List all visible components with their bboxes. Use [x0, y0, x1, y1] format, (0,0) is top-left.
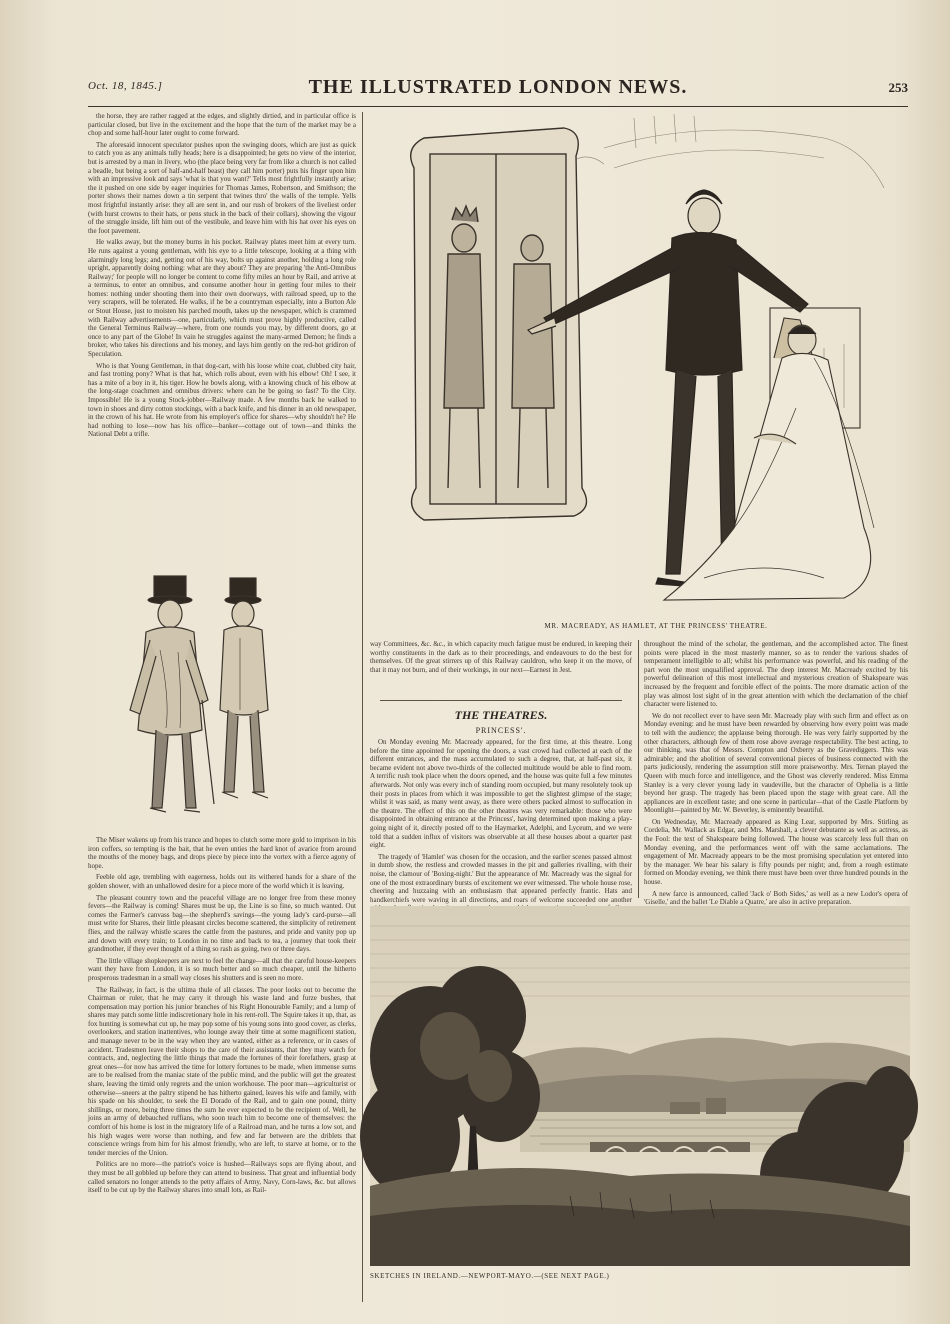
article-paragraph: The aforesaid innocent speculator pushes upon the swinging doors, which are just as quick to catch you as any animals tully heads; here is a disappointed; he gets no view of the interior, but is arrested by a man in livery, who (the place being very far from like a church is not called a beadle, but being a sort of half-and-half beast) they call him porter) puts his finger upon him with an impressive look and says 'what is that you want?' Tells most frightfully instantly arise; the it pushed on one side by eager inquiries for Thomas James, Robertson, and Smithson; the porter shows their names down a tin serpent that twines thro' the walls of the temple. Yells most frightful instantly arise: they all are sent in, and our rush of brokers of the liveliest order (with hurst crowns to their hats, or pens stuck in the back of their collars), showing the vigour of the struggle inside, lift him out of the vestibule, and leave him with his hat over his eyes on the foot pavement. [88, 140, 356, 235]
article-paragraph: A new farce is announced, called 'Jack o' Both Sides,' as well as a new Lodor's opera of 'Giselle,' and the ballet 'Le Diable a Quatre,' are also in active preparation. [644, 889, 908, 907]
hamlet-illustration [404, 108, 908, 616]
article-paragraph: The little village shopkeepers are next to feel the change—all that the careful house-keepers want they have from London, it is so much better and so much cheaper, until the hitherto prosperous tradesman in a small way closes his shutters and is seen no more. [88, 956, 356, 982]
theatres-right-column [644, 640, 908, 907]
masthead-title: THE ILLUSTRATED LONDON NEWS. [308, 76, 688, 98]
article-paragraph: way Committees, &c. &c., in which capacity much fatigue must be endured, in keeping their worthy constituents in the dark as to their proceedings, and endeavours to do the best for themselves. Of the great stirrers up of this Railway cauldron, who keep it on the move, of that it may not burn, and of their workings, in our next—Earnest in Jest. [370, 640, 632, 674]
railway-article-tail [370, 640, 632, 696]
issue-date: Oct. 18, 1845.] [88, 80, 163, 92]
left-column-bottom [88, 836, 356, 1304]
left-column-top [88, 112, 356, 560]
article-paragraph: throughout the mind of the scholar, the gentleman, and the accomplished actor. The finest points were placed in the most masterly manner, so as to render the various shades of temperament intelligible to all; whilst his performance was powerful, and his reading of the part won the most unqualified approval. The deep interest Mr. Macready excited by his powerful delineation of this most intellectual and mysterious creation of Shakspeare was increased by the frequent and forcible effect of the points. The more dramatic action of the play was almost lost sight of in the great attention with which the declamation of the chief character were listened to. [644, 640, 908, 709]
page-header [88, 72, 908, 107]
section-divider [380, 700, 622, 701]
article-paragraph: On Wednesday, Mr. Macready appeared as King Lear, supported by Mrs. Stirling as Cordelia, Mr. Wallack as Edgar, and Mrs. Marshall, a clever debutante as well as actress, as the Fool: the text of Shakspeare being followed. The house was scarcely less full than on Monday evening, and the performances went off with the same acclamations. The engagement of Mr. Macready appears to be the most promising speculation yet entered into by the manager. We hear his salary is fifty pounds per night; and, from a rough estimate formed on Monday evening, we think there must have been over three hundred pounds in the house. [644, 817, 908, 887]
article-paragraph: the horse, they are rather ragged at the edges, and slightly dirtied, and in particular office is particular closed, but live in the excitement and the hope that the turn of the market may be a chop and some half-hour later ought to come forward. [88, 112, 356, 138]
ireland-caption: SKETCHES IN IRELAND.—NEWPORT-MAYO.—(SEE NEXT PAGE.) [370, 1272, 610, 1280]
article-paragraph: The pleasant country town and the peaceful village are no longer free from these money fevers—the Railway is coming! Shares must be up, the Line is so fine, so much wanted. Out comes the Farmer's canvass bag—the shepherd's savings—the young lady's card-purse—all must write for Shares, their little pleasant circles become scattered, the simplicity of retirement flies, and the railway whistle scares the cattle from the pastures, and pride and vanity pop up and down with every train; to London in no time and back to tea, a journey that took their grandmother, if they ever thought of a thing so rash as going, two or three days. [88, 893, 356, 954]
hamlet-caption: MR. MACREADY, AS HAMLET, AT THE PRINCESS' THEATRE. [544, 622, 768, 630]
article-paragraph: On Monday evening Mr. Macready appeared, for the first time, at this theatre. Long before the time appointed for opening the doors, a vast crowd had collected at each of the different entrances, and the mass accumulated to such a degree, that, at half-past six, it became evident not above two-thirds of the collected multitude would be able to find room. A terrific rush took place when the doors opened, and the house was quite full a few minutes afterwards. Not only was every inch of standing room occupied, but many resolutely took up their posts in places from which it was impossible to get the slightest glimpse of the stage; whilst it was said, as many went away, as there were others packed almost to suffocation in the theatre. The effect of this on the other theatres was very remarkable: those who were disappointed in obtaining entrance at the Princess', having determined upon making a play-going night of it, directly posted off to the Haymarket, Adelphi, and Lyceum, and we were told that a sudden influx of visitors was observable at all these houses about a quarter past eight. [370, 738, 632, 850]
two-gentlemen-illustration [90, 560, 356, 832]
article-paragraph: The tragedy of 'Hamlet' was chosen for the occasion, and the earlier scenes passed almost in dumb show, the restless and crowded masses in the pit and galleries rivalling, with their noise, the clamour of 'Boxing-night.' But the appearance of Mr. Macready was the signal for one of the most extraordinary bursts of excitement we ever witnessed. The whole house rose, cheering and huzzaing with an enthusiasm that appeared perfectly frantic. Hats and handkerchiefs were waving in all directions, and roars of welcome succeeded one another [370, 852, 632, 904]
column-divider [638, 640, 639, 898]
article-paragraph: He walks away, but the money burns in his pocket. Railway plates meet him at every turn. He runs against a young gentleman, with his eye to a little telescope, looking at a thing with alarmingly long legs; and, getting out of his way, bolts up against another, holding a long role upright, apparently doing nothing: what are they about? They are preparing 'the Anti-Omnibus Railway;' for people will no longer be content to come fifty miles an hour by Rail, and arrive at a terminus, to enter an omnibus, and consume another hour in getting four miles to their homes: nothing under shooting them into their own doorways, with railroad speed, up to the very scrapers, will be tolerated. He walks, if he be a countryman especially, into a Burton Ale or Stout House, just to moisten his parched mouth, takes up the newspaper, which is crammed with Railway advertisements—one, particularly, which must prove highly productive, called the General Terminus Railway—where, from one rounds you may, by different doors, go at once to any part of the Globe! In vain he struggles against the many-armed Demon; he finds a broker, who takes his directions and his money, and lays him gently on the red-hot gridiron of Speculation. [88, 238, 356, 359]
princess-heading: PRINCESS'. [475, 726, 527, 735]
article-paragraph: Politics are no more—the patriot's voice is hushed—Railways sops are flying about, and they must be all gobbled up before they can attend to business. That great and influential body called senators no longer attends to the petty affairs of Army, Navy, Corn-laws, &c. but allows itself to be cut up by the Railway shares into small lots, as Rail- [88, 1160, 356, 1195]
page-number: 253 [888, 80, 908, 95]
theatres-middle-column [370, 738, 632, 904]
article-paragraph: The Railway, in fact, is the ultima thule of all classes. The poor looks out to become the Chairman or ruler, that he may carry it through his waste land and furze bushes, that compensation may portion his junior branches of his Right Honourable Family; and a lump of shares may patch some little indiscretionary hole in his rent-roll. The Squire takes it up, that, as fox hunting is somewhat cut up, he may pop some of his young sons into good cover, as clerks, overlookers, and station inattentives, who lounge away their time at some magnificent station, and manage never to be in the way when they are wanted, either as a reference, or in cases of accident. Tradesmen leave their shops to the care of their assistants, that they may watch for contracts, and, neglecting the little things that made the fortunes of their forefathers, grasp at great ones—for now has arrived the time for lottery fortunes to be made, when immense sums are to be realised from the maniac state of the public mind, and the public will get the greatest share, leaving the timid only regrets and the union workhouse. The poor man—agriculturist or otherwise—sneers at the paltry stipend he has hitherto gained, leaves his wife and family, with his spade on his shoulder, to seek the El Dorado of the Rail, and to gain one pound, thirty shillings, or more, being three times the sum he ever expected to be the recipient of. Well, he joins an army of debauched ruffians, who soon teach him to become one of themselves: the comfort of his home is lost in the migratory life of a Railroad man, and he turns a low sot, and his high wages were worse than nothing, and few and far between are the driblets that conscience wrings from him for his almost friendly, who are left, to starve at home, or to the tender mercies of the Union. [88, 985, 356, 1157]
article-paragraph: The Miser wakens up from his trance and hopes to clutch some more gold to imprison in his iron coffers, so tempting is the bait, that he even unties the hard knot of avarice from around the mouths of the money bags, and drops piece by piece into the vortex with a fierce agony of hope. [88, 836, 356, 870]
newport-mayo-landscape [370, 906, 910, 1266]
theatres-heading: THE THEATRES. [454, 708, 548, 722]
article-paragraph: Feeble old age, trembling with eagerness, holds out its withered hands for a share of the golden shower, with an unhallowed desire for a piece more of the world which it is leaving. [88, 873, 356, 890]
article-paragraph: Who is that Young Gentleman, in that dog-cart, with his loose white coat, clubbed city hair, and fast trotting pony? What is that hat, which rolls about, even with his elbow! Oh! I see, it has a mite of a boy in it, his tiger. How he bowls along, with a knowing chuck of his elbow at the long-stage coachmen and omnibus drivers: where can he be going so fast? To the City. Impossible! He is a young Stock-jobber—Railway made. A few months back he walked to town in shoes and dirty cotton stockings, with a back knife, and his dinner in an old newspaper, in the crown of his hat. He wrote from his employer's office for shares—why shouldn't he? He had nothing to lose—now has his office—banker—cottage out of town—and thinks the National Debt a trifle. [88, 361, 356, 439]
article-paragraph: We do not recollect ever to have seen Mr. Macready play with such firm and effect as on Monday evening: and he must have been rewarded by observing how every point was made to tell with the audience; the applause being thorough. He was very fairly supported by the other characters, although few of them rose above average respectability. The best acting, to our thinking, was that of Messrs. Compton and Oxberry as the Gravediggers. This was admirable; and the abolition of several conventional pieces of business connected with the parts judiciously, rendering the assumption still more praiseworthy. Mrs. Ternan played the Queen with much force and intelligence, and the Ghost was cleverly rendered. Miss Emma Stanley is a very clever young lady in vaudeville, but the character of Ophelia is a little beyond her grasp. The tragedy has been placed upon the stage with great care. All the appliances are in excellent taste; and one scene in particular—that of the Castle Platform by Moonlight—painted by Mr. W. Beverley, is eminently beautiful. [644, 711, 908, 815]
